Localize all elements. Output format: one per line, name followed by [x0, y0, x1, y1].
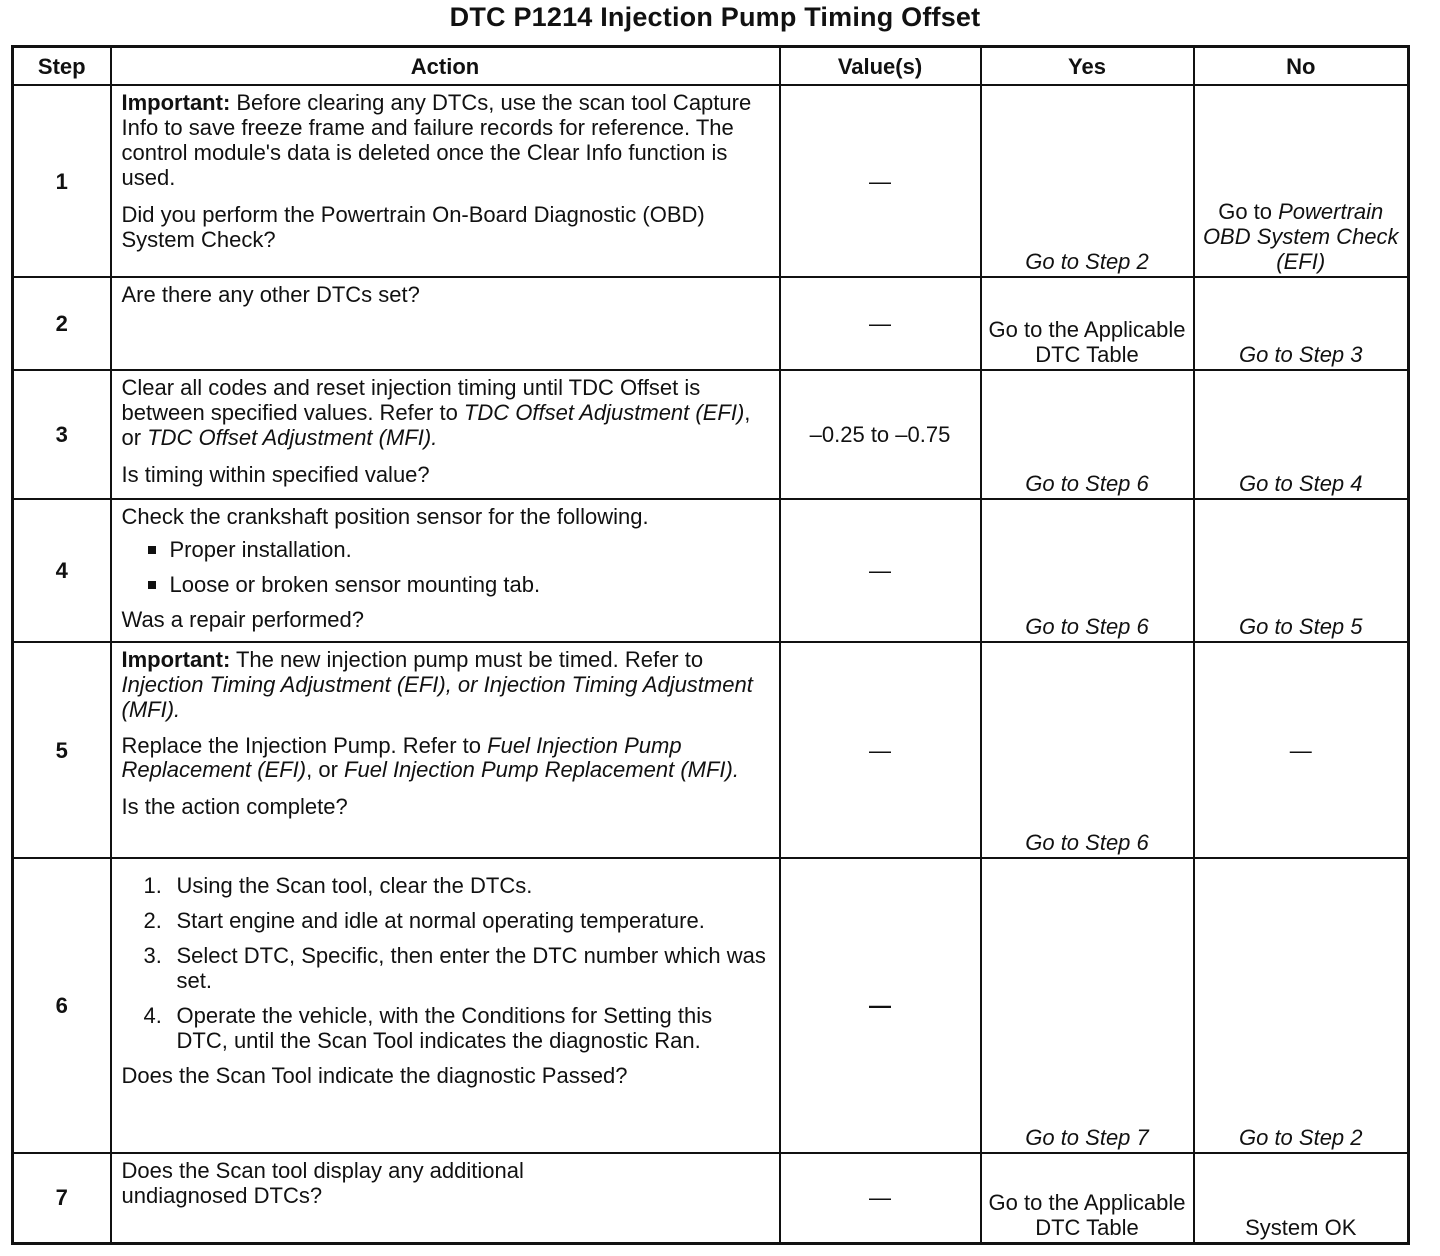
no-cell: Go to Step 5 [1194, 499, 1409, 642]
action-cell [111, 858, 780, 1153]
value-cell: — [780, 499, 981, 642]
table-row [13, 1153, 1409, 1243]
bullet-icon [148, 581, 156, 589]
no-cell: System OK [1194, 1153, 1409, 1243]
action-cell [111, 642, 780, 858]
no-cell: Go to Step 2 [1194, 858, 1409, 1153]
yes-cell: Go to the Applicable DTC Table [981, 277, 1194, 370]
action-cell [111, 370, 780, 499]
step-number: 5 [13, 642, 111, 858]
question: Is timing within specified value? [121, 462, 430, 487]
question: Did you perform the Powertrain On-Board Diagnostic (OBD) System Check? [121, 202, 705, 252]
value-cell: — [780, 85, 981, 277]
action-cell [111, 277, 780, 370]
value-cell: — [780, 858, 981, 1153]
header-values: Value(s) [780, 47, 981, 86]
numbered-item: 4. Operate the vehicle, with the Conditions for Setting this DTC, until the Scan Tool indicates the diagnostic Ran. [143, 1003, 713, 1053]
numbered-item: 2. Start engine and idle at normal operating temperature. [143, 908, 705, 933]
numbered-item: 1. Using the Scan tool, clear the DTCs. [143, 873, 533, 898]
table-row [13, 85, 1409, 277]
step-number: 6 [13, 858, 111, 1153]
instruction: Check the crankshaft position sensor for the following. [121, 504, 649, 529]
value-cell: — [780, 1153, 981, 1243]
diagnostic-table [11, 45, 1410, 1245]
question: Was a repair performed? [121, 607, 365, 632]
yes-cell: Go to Step 6 [981, 499, 1194, 642]
reference-link: TDC Offset Adjustment (EFI) [463, 400, 745, 425]
page-title: DTC P1214 Injection Pump Timing Offset [449, 2, 981, 32]
value-cell: — [780, 642, 981, 858]
table-row [13, 642, 1409, 858]
no-cell: Go to Powertrain OBD System Check (EFI) [1194, 85, 1409, 277]
header-yes: Yes [981, 47, 1194, 86]
step-number: 7 [13, 1153, 111, 1243]
action-cell [111, 85, 780, 277]
step-number: 1 [13, 85, 111, 277]
step-number: 4 [13, 499, 111, 642]
header-row [13, 47, 1409, 86]
value-cell: –0.25 to –0.75 [780, 370, 981, 499]
bullet-item: Proper installation. [122, 537, 769, 562]
yes-cell: Go to Step 7 [981, 858, 1194, 1153]
header-action: Action [111, 47, 780, 86]
yes-cell: Go to the Applicable DTC Table [981, 1153, 1194, 1243]
reference-link: TDC Offset Adjustment (MFI). [147, 425, 438, 450]
action-cell [111, 1153, 780, 1243]
value-cell: — [780, 277, 981, 370]
step-number: 2 [13, 277, 111, 370]
no-cell: Go to Step 4 [1194, 370, 1409, 499]
table-row [13, 370, 1409, 499]
yes-cell: Go to Step 6 [981, 370, 1194, 499]
header-step: Step [13, 47, 111, 86]
yes-cell: Go to Step 6 [981, 642, 1194, 858]
step-number: 3 [13, 370, 111, 499]
no-cell: Go to Step 3 [1194, 277, 1409, 370]
action-cell [111, 499, 780, 642]
question: Is the action complete? [121, 794, 348, 819]
reference-link: Injection Timing Adjustment (EFI), or Injection Timing Adjustment (MFI). [121, 672, 753, 722]
important-note: Important: The new injection pump must be timed. Refer to Injection Timing Adjustment (EFI), or Injection Timing Adjustment (MFI). [121, 647, 753, 722]
question: Are there any other DTCs set? [121, 282, 420, 307]
table-row [13, 858, 1409, 1153]
bullet-icon [148, 546, 156, 554]
table-row [13, 277, 1409, 370]
reference-link: Fuel Injection Pump Replacement (EFI) [121, 733, 682, 782]
instruction: Clear all codes and reset injection timing until TDC Offset is between specified values. Refer to TDC Offset Adjustment (EFI), or TDC Offset Adjustment (MFI). [121, 375, 751, 450]
instruction: Replace the Injection Pump. Refer to Fuel Injection Pump Replacement (EFI), or Fuel Injection Pump Replacement (MFI). [121, 733, 739, 782]
yes-cell: Go to Step 2 [981, 85, 1194, 277]
no-cell: — [1194, 642, 1409, 858]
question: Does the Scan Tool indicate the diagnostic Passed? [121, 1063, 628, 1088]
bullet-item: Loose or broken sensor mounting tab. [122, 572, 769, 597]
numbered-item: 3. Select DTC, Specific, then enter the DTC number which was set. [143, 943, 766, 993]
reference-link: Fuel Injection Pump Replacement (MFI). [344, 757, 739, 782]
header-no: No [1194, 47, 1409, 86]
question: Does the Scan tool display any additional undiagnosed DTCs? [121, 1158, 524, 1208]
table-row [13, 499, 1409, 642]
important-note: Important: Before clearing any DTCs, use the scan tool Capture Info to save freeze frame and failure records for reference. The control module's data is deleted once the Clear Info function is used. [121, 90, 752, 190]
